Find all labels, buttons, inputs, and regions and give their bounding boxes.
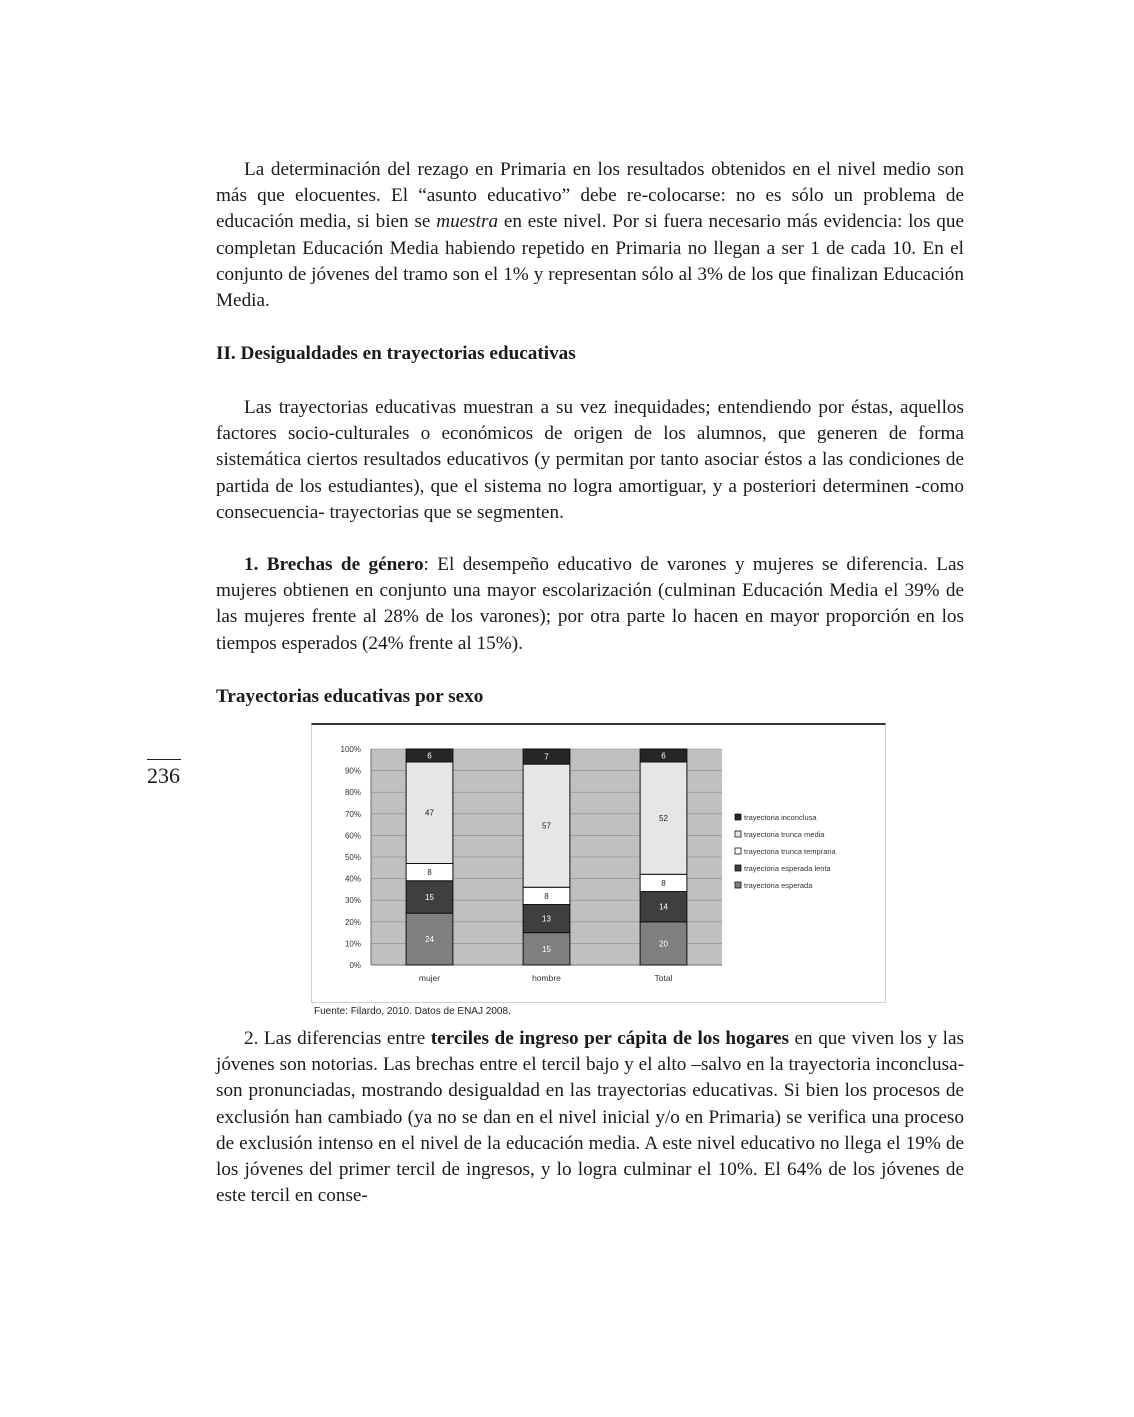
paragraph-terciles (216, 1026, 964, 1209)
x-tick-label: mujer (418, 973, 441, 983)
paragraph-genero (216, 552, 964, 657)
paragraph-rezago (216, 157, 964, 314)
y-tick-label: 50% (344, 853, 361, 862)
paragraph-text: en que viven los y las jóvenes son notorias. Las brechas entre el tercil bajo y el alto –salvo en la trayectoria inconclusa- son pronunciadas, mostrando desigualdad en las trayectorias educativas. Si bien los procesos de exclusión han cambiado (ya no se dan en el nivel inicial y/o en Primaria) se verifica una proceso de exclusión intenso en el nivel de la educación media. A este nivel educativo no llega el 19% de los jóvenes del primer tercil de ingresos, y lo logra culminar el 10%. El 64% de los jóvenes de este tercil en conse- (216, 1028, 965, 1207)
data-label: 24 (425, 935, 434, 945)
data-label: 6 (427, 751, 432, 761)
data-label: 15 (425, 892, 434, 902)
page-number-rule (147, 759, 181, 760)
y-tick-label: 100% (340, 745, 361, 754)
data-label: 8 (427, 868, 432, 878)
y-tick-label: 20% (344, 917, 361, 927)
data-label: 57 (542, 821, 551, 831)
x-tick-label: hombre (532, 973, 561, 983)
data-label: 13 (542, 914, 551, 924)
figure-source: Fuente: Filardo, 2010. Datos de ENAJ 2008. (314, 1006, 511, 1017)
y-tick-label: 70% (344, 809, 361, 819)
bold-text: terciles de ingreso per cápita de los hogares (430, 1028, 789, 1049)
paragraph-text: 2. Las diferencias entre (244, 1028, 431, 1049)
emphasis-text: muestra (436, 211, 499, 233)
chart-frame (311, 723, 886, 1003)
y-tick-label: 40% (344, 874, 361, 884)
data-label: 52 (659, 814, 668, 824)
legend-label: trayectoria trunca temprana (744, 847, 836, 856)
data-label: 6 (661, 751, 666, 761)
data-label: 15 (542, 944, 551, 954)
data-label: 47 (425, 808, 434, 818)
data-label: 7 (544, 752, 549, 762)
section-heading: II. Desigualdades en trayectorias educativas (216, 343, 576, 364)
legend-swatch (735, 865, 741, 871)
legend-label: trayectoria inconclusa (744, 813, 817, 822)
paragraph-text: : El desempeño educativo de varones y mujeres se diferencia. Las mujeres obtienen en conjunto una mayor escolarización (culminan Educación Media el 39% de las mujeres frente al 28% de los varones); por otra parte lo hacen en mayor proporción en los tiempos esperados (24% frente al 15%). (216, 554, 965, 654)
legend-label: trayectoria esperada (744, 881, 813, 890)
y-tick-label: 30% (344, 896, 361, 906)
figure-heading: Trayectorias educativas por sexo (216, 686, 484, 707)
stacked-bar-chart (312, 725, 885, 1002)
data-label: 8 (544, 891, 549, 901)
legend-swatch (735, 831, 741, 837)
paragraph-text: La determinación del rezago en Primaria en los resultados obtenidos en el nivel medio son más que elocuentes. El “asunto educativo” debe re-colocarse: no es sólo un problema de educación media, si bien se (216, 159, 964, 233)
paragraph-text: en este nivel. Por si fuera necesario más evidencia: los que completan Educación Media habiendo repetido en Primaria no llegan a ser 1 de cada 10. En el conjunto de jóvenes del tramo son el 1% y representan sólo al 3% de los que finalizan Educación Media. (216, 211, 964, 312)
y-tick-label: 90% (344, 766, 361, 776)
legend-label: trayectoria esperada lenta (744, 864, 831, 873)
y-tick-label: 80% (344, 788, 361, 798)
page-number: 236 (147, 763, 180, 788)
legend-label: trayectoria trunca media (744, 830, 825, 839)
bold-text: 1. Brechas de género (244, 554, 424, 575)
legend-swatch (735, 882, 741, 888)
y-tick-label: 10% (344, 939, 361, 949)
legend-swatch (735, 814, 741, 820)
paragraph-inequidades (216, 395, 964, 526)
paragraph-text: Las trayectorias educativas muestran a su vez inequidades; entendiendo por éstas, aquellos factores socio-culturales o económicos de origen de los alumnos, que generen de forma sistemática ciertos resultados educativos (y permitan por tanto asociar éstos a las condiciones de partida de los estudiantes), que el sistema no logra amortiguar, y a posteriori determinen -como consecuencia- trayectorias que se segmenten. (216, 397, 964, 523)
data-label: 8 (661, 878, 666, 888)
y-tick-label: 0% (349, 961, 361, 970)
data-label: 14 (659, 902, 668, 912)
y-tick-label: 60% (344, 831, 361, 841)
legend-swatch (735, 848, 741, 854)
x-tick-label: Total (654, 973, 673, 983)
data-label: 20 (659, 939, 668, 949)
